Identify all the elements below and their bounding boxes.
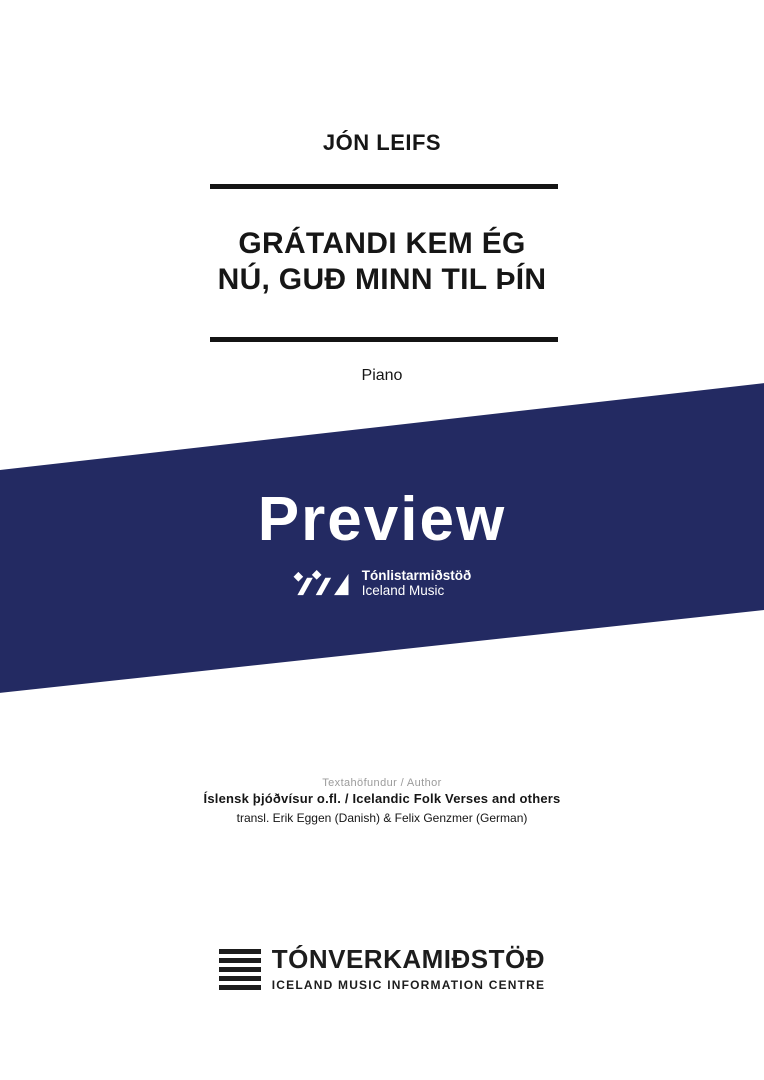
instrument-label: Piano — [361, 367, 403, 384]
publisher-subtitle: ICELAND MUSIC INFORMATION CENTRE — [271, 978, 546, 992]
divider-top — [210, 184, 558, 189]
iceland-music-logo-text — [362, 568, 472, 598]
iceland-music-name-primary: Tónlistarmiðstöð — [361, 567, 472, 583]
preview-watermark: Preview — [257, 485, 507, 554]
iceland-music-icon — [293, 570, 350, 597]
work-title-line1: GRÁTANDI KEM ÉG — [238, 227, 526, 260]
author-section-label: Textahöfundur / Author — [322, 777, 442, 789]
work-title — [0, 226, 764, 298]
publisher-text — [272, 946, 546, 992]
iceland-music-logo — [0, 566, 764, 600]
author-names: Íslensk þjóðvísur o.fl. / Icelandic Folk Verses and others — [203, 791, 561, 806]
work-title-line2: NÚ, GUÐ MINN TIL ÞÍN — [217, 263, 547, 296]
translator-names: transl. Erik Eggen (Danish) & Felix Genzmer (German) — [236, 811, 528, 825]
divider-bottom — [210, 337, 558, 342]
composer-name: JÓN LEIFS — [322, 130, 442, 155]
iceland-music-name-secondary: Iceland Music — [361, 583, 445, 598]
staff-lines-icon — [219, 949, 261, 990]
publisher-name: TÓNVERKAMIÐSTÖÐ — [271, 944, 546, 974]
publisher-logo — [0, 946, 764, 992]
